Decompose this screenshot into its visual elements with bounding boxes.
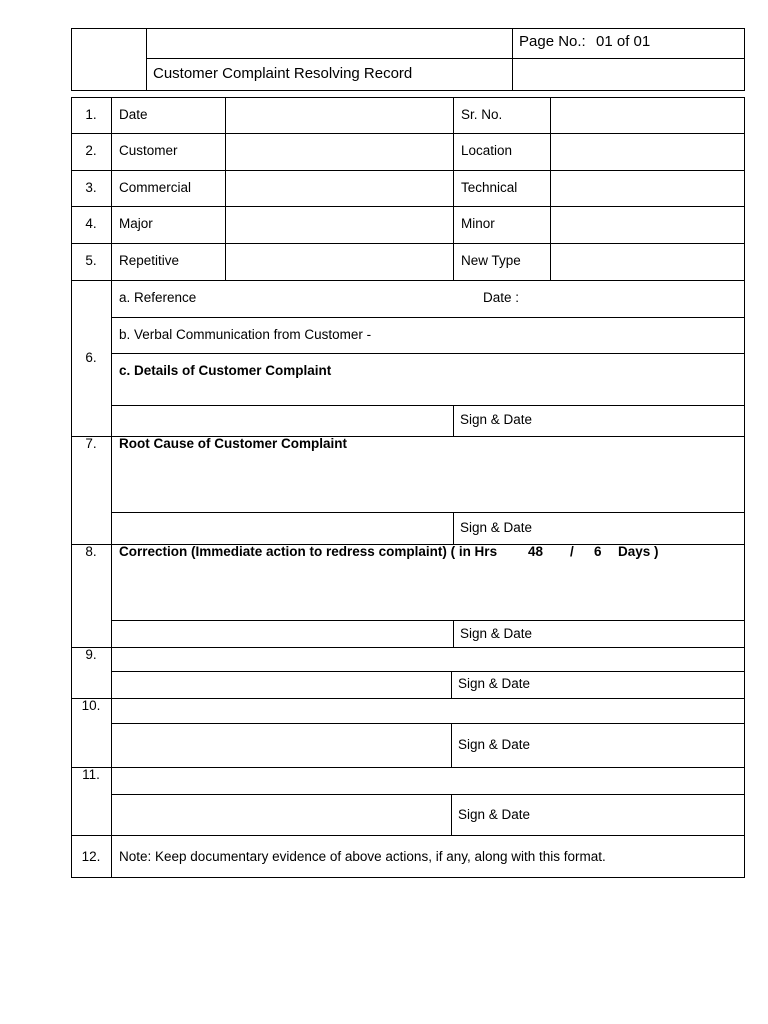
row-number: 9. [85, 647, 97, 662]
row-number: 8. [85, 544, 97, 559]
row-number: 2. [85, 143, 97, 158]
row-number: 5. [85, 253, 97, 268]
minor-label: Minor [461, 216, 495, 231]
documentary-evidence-note: Note: Keep documentary evidence of above actions, if any, along with this format. [119, 849, 606, 864]
page-number-label: Page No.: [519, 33, 586, 50]
customer-label: Customer [119, 143, 178, 158]
sign-date-label: Sign & Date [460, 412, 533, 427]
sign-date-label: Sign & Date [460, 626, 533, 641]
sign-date-label: Sign & Date [460, 520, 533, 535]
correction-days-label: Days ) [618, 544, 659, 559]
correction-days-value: 6 [594, 544, 602, 559]
repetitive-label: Repetitive [119, 253, 180, 268]
sign-date-label: Sign & Date [458, 737, 531, 752]
reference-label: a. Reference [119, 290, 197, 305]
sign-date-label: Sign & Date [458, 676, 531, 691]
row-number: 12. [81, 849, 101, 864]
verbal-communication-label: b. Verbal Communication from Customer - [119, 327, 372, 342]
row-number: 7. [85, 436, 97, 451]
complaint-details-heading: c. Details of Customer Complaint [119, 363, 332, 378]
page-number-value: 01 of 01 [596, 33, 651, 50]
row-number: 6. [85, 350, 97, 365]
commercial-label: Commercial [119, 180, 192, 195]
sign-date-label: Sign & Date [458, 807, 531, 822]
date-label: Date [119, 107, 148, 122]
row-number: 4. [85, 216, 97, 231]
root-cause-heading: Root Cause of Customer Complaint [119, 436, 348, 451]
correction-hours-value: 48 [528, 544, 544, 559]
correction-heading: Correction (Immediate action to redress complaint) ( in Hrs [119, 544, 498, 559]
correction-separator: / [570, 544, 574, 559]
major-label: Major [119, 216, 153, 231]
row-number: 10. [81, 698, 101, 713]
sr-no-label: Sr. No. [461, 107, 503, 122]
row-number: 1. [85, 107, 97, 122]
row-number: 11. [82, 767, 100, 782]
reference-date-label: Date : [483, 290, 520, 305]
technical-label: Technical [461, 180, 518, 195]
location-label: Location [461, 143, 513, 158]
new-type-label: New Type [461, 253, 521, 268]
row-number: 3. [85, 180, 97, 195]
document-title: Customer Complaint Resolving Record [153, 65, 413, 82]
